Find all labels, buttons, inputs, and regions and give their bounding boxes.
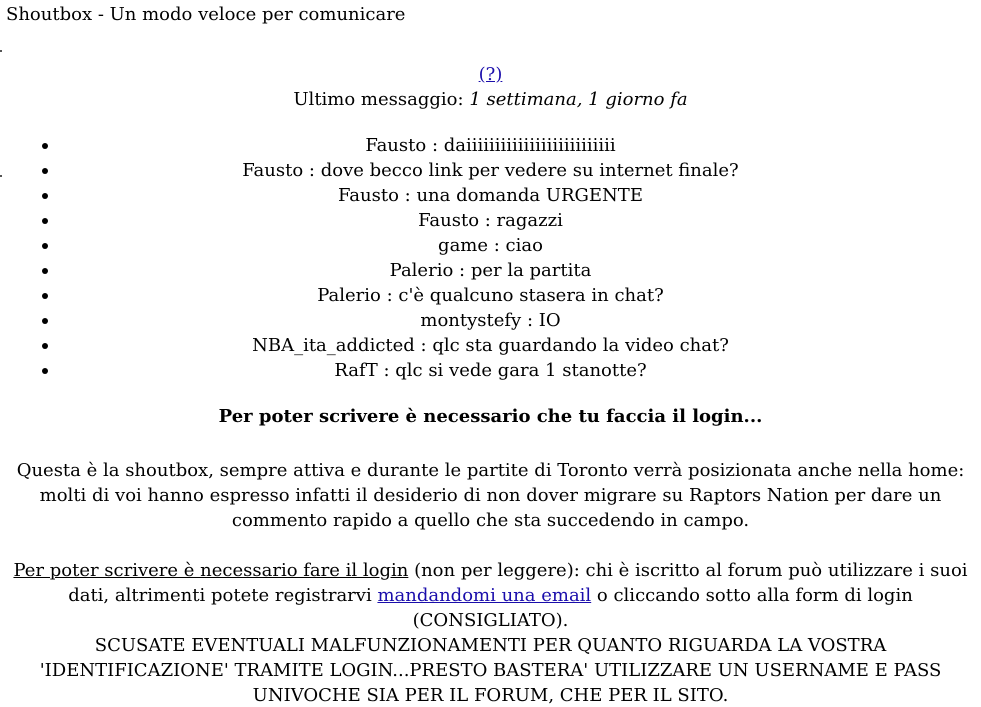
message-text: ragazzi [496,210,563,231]
last-message-row [0,87,981,112]
message-separator: : [426,135,444,156]
info-paragraph-2 [6,558,975,633]
message-separator: : [521,310,539,331]
message-author: Fausto [242,160,304,181]
list-item [0,258,981,283]
message-separator: : [377,360,396,381]
email-link[interactable]: mandandomi una email [377,585,592,606]
message-author: Fausto [365,135,427,156]
message-text: qlc sta guardando la video chat? [432,335,729,356]
message-author: RafT [334,360,378,381]
message-separator: : [303,160,321,181]
message-separator: : [398,185,417,206]
list-item [0,183,981,208]
info-paragraph-2-text-b: o cliccando sotto alla form di login (CONSIGLIATO). [412,585,913,631]
message-text: qlc si vede gara 1 stanotte? [395,360,647,381]
message-separator: : [380,285,399,306]
list-item [0,333,981,358]
list-item [0,208,981,233]
page-title: Shoutbox - Un modo veloce per comunicare [6,4,406,25]
message-author: game [438,235,489,256]
message-text: una domanda URGENTE [416,185,643,206]
message-list [0,133,981,383]
list-item [0,233,981,258]
message-text: daiiiiiiiiiiiiiiiiiiiiiiiiii [443,135,616,156]
message-separator: : [479,210,497,231]
message-separator: : [414,335,433,356]
message-separator: : [488,235,506,256]
message-text: dove becco link per vedere su internet finale? [320,160,739,181]
info-paragraph-3: SCUSATE EVENTUALI MALFUNZIONAMENTI PER QUANTO RIGUARDA LA VOSTRA 'IDENTIFICAZIONE' TRAMITE LOGIN...PRESTO BASTERA' UTILIZZARE UN USERNAME E PASS UNIVOCHE SIA PER IL FORUM, CHE PER IL SITO. [39,635,942,706]
message-text: IO [538,310,561,331]
last-message-time: 1 settimana, 1 giorno fa [469,89,688,110]
message-author: Palerio [317,285,381,306]
help-link[interactable]: (?) [478,64,503,85]
message-author: NBA_ita_addicted [252,335,415,356]
message-author: Palerio [389,260,454,281]
login-notice-underlined: Per poter scrivere è necessario fare il login [13,560,409,581]
edge-mark [0,50,2,52]
list-item [0,308,981,333]
list-item [0,133,981,158]
message-author: montystefy [420,310,522,331]
last-message-label: Ultimo messaggio: [293,89,464,110]
login-required-notice: Per poter scrivere è necessario che tu faccia il login... [218,406,763,427]
message-author: Fausto [338,185,399,206]
info-paragraph-2-text-a: (non per leggere): chi è iscritto al forum può utilizzare i suoi dati, altrimenti potete registrarvi [68,560,968,606]
message-text: c'è qualcuno stasera in chat? [398,285,664,306]
help-row [0,62,981,87]
list-item [0,158,981,183]
message-text: per la partita [470,260,592,281]
message-author: Fausto [418,210,480,231]
message-text: ciao [505,235,543,256]
list-item [0,283,981,308]
message-separator: : [453,260,471,281]
list-item [0,358,981,383]
info-paragraph-1: Questa è la shoutbox, sempre attiva e durante le partite di Toronto verrà posizionata anche nella home: molti di voi hanno espresso infatti il desiderio di non dover migrare su Raptors Nation per dare un commento rapido a quello che sta succedendo in campo. [16,460,965,531]
